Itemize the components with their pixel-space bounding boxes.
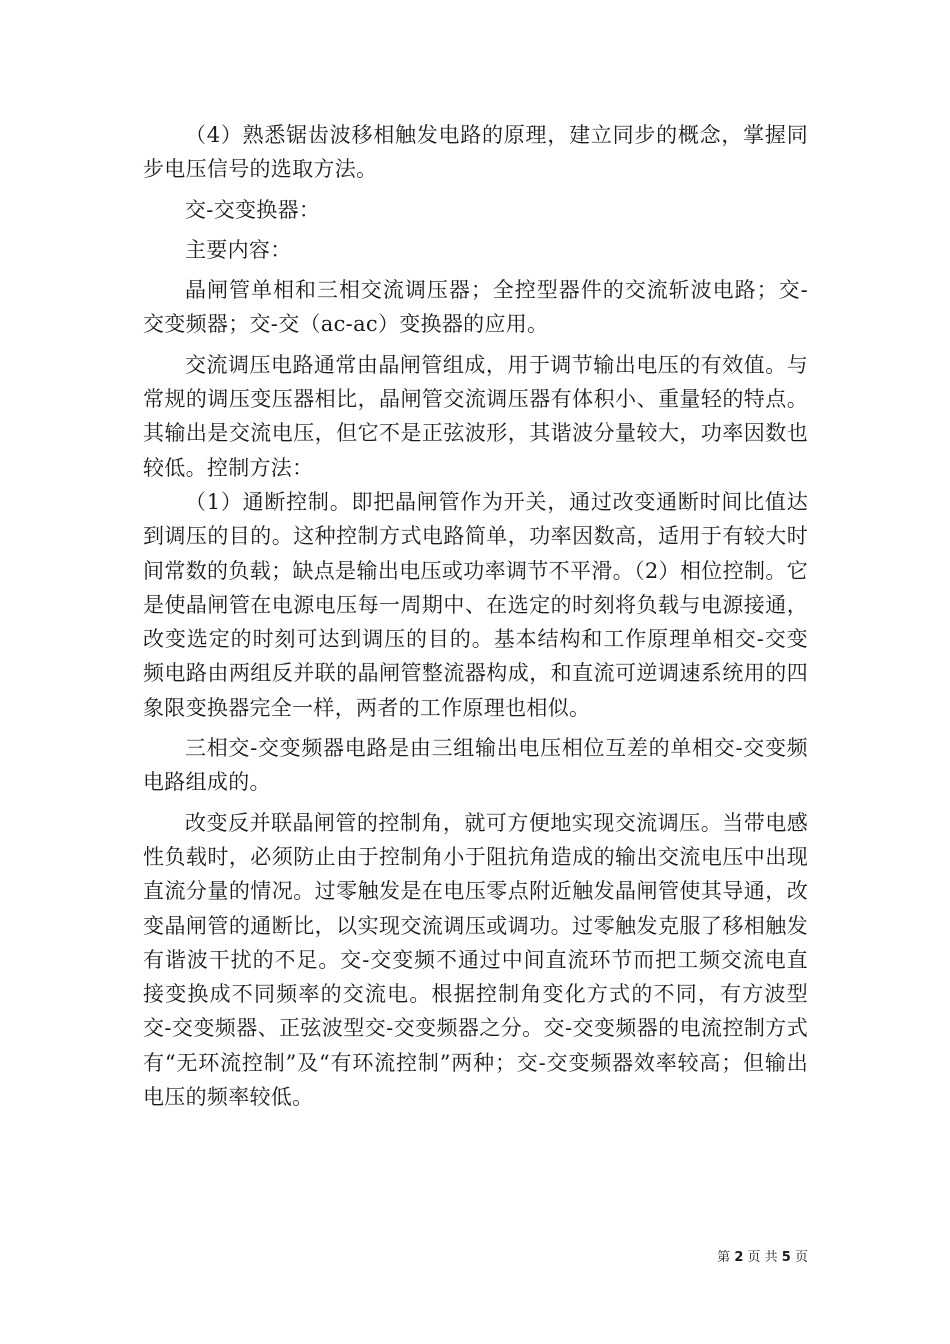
paragraph-objective-4: （4）熟悉锯齿波移相触发电路的原理，建立同步的概念，掌握同步电压信号的选取方法。 [143, 123, 808, 182]
footer-middle: 页 共 [747, 1250, 778, 1265]
paragraph-zero-crossing-trigger: 改变反并联晶闸管的控制角，就可方便地实现交流调压。当带电感性负载时，必须防止由于控制角小于阻抗角造成的输出交流电压中出现直流分量的情况。过零触发是在电压零点附近触发晶闸管使其导通，改变晶闸管的通断比，以实现交流调压或调功。过零触发克服了移相触发有谐波干扰的不足。交-交变频不通过中间直流环节而把工频交流电直接变换成不同频率的交流电。根据控制角变化方式的不同，有方波型交-交变频器、正弦波型交-交变频器之分。交-交变频器的电流控制方式有“无环流控制”及“有环流控制”两种；交-交变频器效率较高；但输出电压的频率较低。 [143, 810, 808, 1110]
paragraph-three-phase-cycloconverter: 三相交-交变频器电路是由三组输出电压相位互差的单相交-交变频电路组成的。 [143, 736, 808, 795]
paragraph-main-content-list: 晶闸管单相和三相交流调压器；全控型器件的交流斩波电路；交-交变频器；交-交（ac-ac）变换器的应用。 [143, 278, 808, 337]
footer-total-pages: 5 [781, 1250, 791, 1265]
footer-suffix: 页 [794, 1250, 808, 1265]
footer-prefix: 第 [717, 1250, 731, 1265]
section-heading-ac-ac-converter: 交-交变换器： [185, 197, 321, 222]
paragraph-control-methods: （1）通断控制。即把晶闸管作为开关，通过改变通断时间比值达到调压的目的。这种控制方式电路简单，功率因数高，适用于有较大时间常数的负载；缺点是输出电压或功率调节不平滑。（2）相位控制。它是使晶闸管在电源电压每一周期中、在选定的时刻将负载与电源接通，改变选定的时刻可达到调压的目的。基本结构和工作原理单相交-交变频电路由两组反并联的晶闸管整流器构成，和直流可逆调速系统用的四象限变换器完全一样，两者的工作原理也相似。 [143, 489, 808, 720]
paragraph-ac-voltage-regulation: 交流调压电路通常由晶闸管组成，用于调节输出电压的有效值。与常规的调压变压器相比，晶闸管交流调压器有体积小、重量轻的特点。其输出是交流电压，但它不是正弦波形，其谐波分量较大，功率因数也较低。控制方法： [143, 352, 808, 480]
footer-current-page: 2 [734, 1250, 744, 1265]
page-footer [717, 1246, 808, 1265]
section-subheading-main-content: 主要内容： [185, 237, 292, 262]
document-body [143, 118, 808, 1114]
